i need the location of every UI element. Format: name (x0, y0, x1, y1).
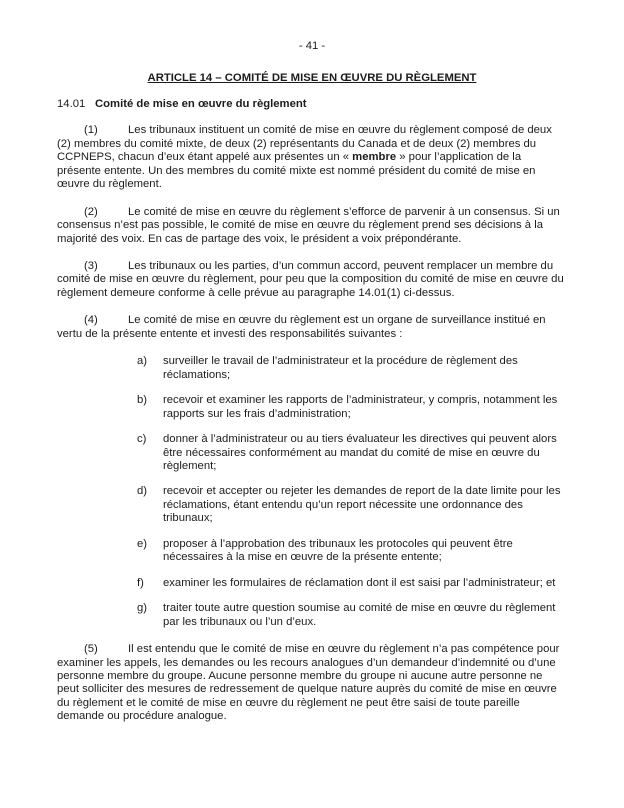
list-item-label: e) (137, 537, 148, 550)
list-item-label: a) (137, 355, 148, 368)
list-item (137, 394, 567, 421)
list-item-text: traiter toute autre question soumise au comité de mise en œuvre du règlement par les tribunaux ou l’un d’eux. (163, 602, 556, 628)
list-item-label: d) (137, 485, 148, 498)
list-item (137, 433, 567, 473)
section-number: 14.01 (57, 97, 86, 110)
paragraph-4-number: (4) (84, 314, 98, 327)
list-item (137, 602, 567, 629)
list-item (137, 538, 567, 565)
list-item (137, 355, 567, 382)
paragraph-5 (57, 643, 567, 724)
paragraph-1-bold-term: membre (352, 151, 397, 164)
list-item (137, 485, 567, 525)
list-item-text: examiner les formulaires de réclamation dont il est saisi par l’administrateur; et (163, 576, 556, 589)
list-item-label: f) (137, 576, 144, 589)
paragraph-3-number: (3) (84, 259, 98, 272)
paragraph-5-text: Il est entendu que le comité de mise en œuvre du règlement n’a pas compétence pour examiner les appels, les demandes ou les recours analogues d’un demandeur d’indemnité ou d’une personne membre du groupe. Aucune personne membre du groupe ni aucune autre personne ne peut solliciter des mesures de redressement de quelque nature auprès du comité de mise en œuvre du règlement et le comité de mise en œuvre du règlement ne peut être saisi de toute pareille demande ou procédure analogue. (57, 643, 560, 723)
list-item-text: proposer à l’approbation des tribunaux les protocoles qui peuvent être nécessaires à la mise en œuvre de la présente entente; (163, 537, 513, 564)
paragraph-2 (57, 206, 567, 246)
list-item-text: surveiller le travail de l’administrateur et la procédure de règlement des réclamations; (163, 355, 518, 381)
paragraph-3 (57, 260, 567, 300)
list-item-text: recevoir et examiner les rapports de l’administrateur, y compris, notamment les rapports sur les frais d’administration; (163, 394, 558, 420)
paragraph-1-text-post: » pour l’application de la présente entente. Un des membres du comité mixte est nommé président du comité de mise en œuvre du règlement. (57, 151, 536, 191)
paragraph-2-number: (2) (84, 205, 98, 218)
section-heading (57, 98, 567, 111)
paragraph-1 (57, 124, 567, 191)
paragraph-4-text: Le comité de mise en œuvre du règlement est un organe de surveillance institué en vertu de la présente entente et investi des responsabilités suivantes : (57, 314, 546, 340)
paragraph-1-number: (1) (84, 124, 98, 137)
list-item-label: g) (137, 602, 148, 615)
paragraph-2-text: Le comité de mise en œuvre du règlement s’efforce de parvenir à un consensus. Si un consensus n’est pas possible, le comité de mise en œuvre du règlement prend ses décisions à la majorité des voix. En cas de partage des voix, le président a voix prépondérante. (57, 205, 560, 245)
page-number: - 41 - (298, 40, 326, 52)
list-item-label: b) (137, 394, 148, 407)
list-item (137, 577, 567, 590)
paragraph-4 (57, 314, 567, 341)
list-item-label: c) (137, 433, 147, 446)
paragraph-5-number: (5) (84, 643, 98, 656)
responsibilities-list (137, 355, 567, 629)
article-title: ARTICLE 14 – COMITÉ DE MISE EN ŒUVRE DU RÈGLEMENT (147, 72, 477, 85)
paragraph-1-text-pre: Les tribunaux instituent un comité de mise en œuvre du règlement composé de deux (2) membres du comité mixte, de deux (2) représentants du Canada et de deux (2) membres du CCPNEPS, chacun d’eux étant appelé aux présentes un « (57, 124, 552, 164)
section-title: Comité de mise en œuvre du règlement (95, 97, 307, 110)
list-item-text: recevoir et accepter ou rejeter les demandes de report de la date limite pour les réclamations, étant entendu qu’un report nécessite une ordonnance des tribunaux; (163, 485, 561, 525)
list-item-text: donner à l’administrateur ou au tiers évaluateur les directives qui peuvent alors être nécessaires conformément au mandat du comité de mise en œuvre du règlement; (163, 433, 557, 472)
paragraph-3-text: Les tribunaux ou les parties, d’un commun accord, peuvent remplacer un membre du comité de mise en œuvre du règlement, pour peu que la composition du comité de mise en œuvre du règlement demeure conforme à celle prévue au paragraphe 14.01(1) ci-dessus. (57, 259, 564, 299)
